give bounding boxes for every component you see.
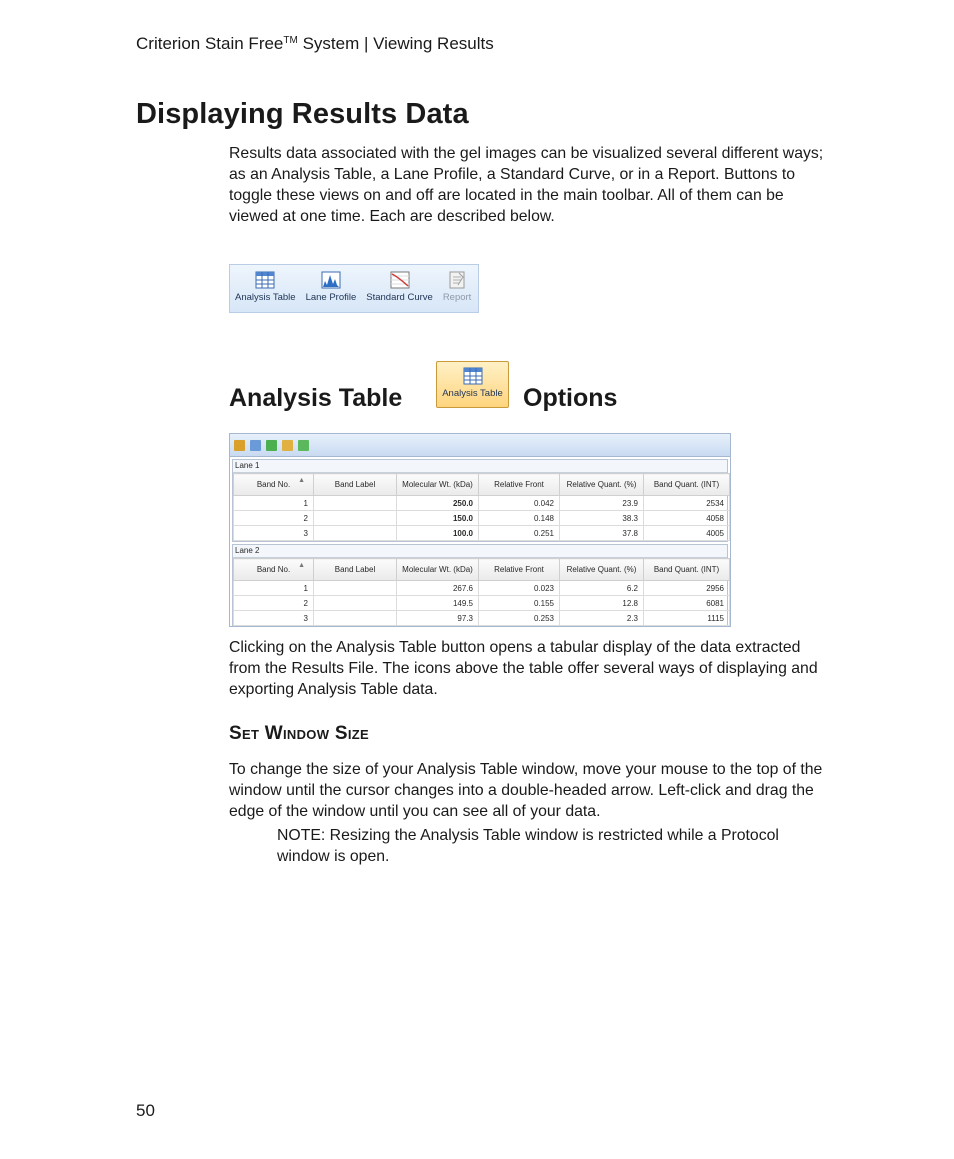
report-button[interactable] — [438, 271, 477, 303]
table-cell: 1 — [234, 581, 314, 596]
table-row[interactable] — [234, 596, 730, 611]
column-header-label: Relative Front — [494, 565, 544, 574]
select-icon[interactable] — [250, 440, 261, 451]
table-cell — [314, 496, 397, 511]
copy-icon[interactable] — [234, 440, 245, 451]
table-cell: 38.3 — [560, 511, 644, 526]
column-header-label: Band Label — [334, 565, 376, 574]
column-header-label: Relative Quant. (%) — [566, 480, 637, 489]
column-header[interactable] — [479, 474, 560, 496]
table-row[interactable] — [234, 611, 730, 626]
section-heading-part1: Analysis Table — [229, 384, 403, 412]
intro-paragraph: Results data associated with the gel images can be visualized several different ways; as an Analysis Table, a Lane Profile, a Standard Curve, or in a Report. Buttons to toggle these views on and off are located in the main toolbar. All of them can be viewed at one time. Each are described below. — [229, 145, 824, 225]
table-cell: 3 — [234, 526, 314, 541]
table-cell: 0.155 — [479, 596, 560, 611]
table-cell: 150.0 — [397, 511, 479, 526]
export-icon[interactable] — [266, 440, 277, 451]
column-header-label: Relative Quant. (%) — [566, 565, 637, 574]
table-cell — [314, 626, 397, 628]
column-header-label: Band No. — [256, 480, 291, 489]
table-cell: 6081 — [644, 596, 730, 611]
table-cell — [314, 596, 397, 611]
table-cell: 149.5 — [397, 596, 479, 611]
table-icon — [255, 271, 275, 289]
results-toolbar — [229, 264, 479, 313]
table-cell — [560, 626, 644, 628]
note: NOTE: Resizing the Analysis Table window is restricted while a Protocol window is open. — [277, 827, 779, 865]
column-header[interactable] — [397, 559, 479, 581]
column-header[interactable] — [560, 474, 644, 496]
inline-button-label: Analysis Table — [442, 388, 503, 399]
report-icon — [447, 271, 467, 289]
column-header-label: Relative Front — [494, 480, 544, 489]
column-header-label: Band No. — [256, 565, 291, 574]
lanes-container — [230, 459, 730, 627]
column-header-label: Molecular Wt. (kDa) — [402, 480, 473, 489]
lane-title: Lane 2 — [233, 545, 727, 558]
table-cell — [314, 581, 397, 596]
column-header[interactable] — [397, 474, 479, 496]
spreadsheet-icon[interactable] — [298, 440, 309, 451]
table-description: Clicking on the Analysis Table button opens a tabular display of the data extracted from the Results File. The icons above the table offer several ways of displaying and exporting Analysis Table data. — [229, 639, 818, 698]
header-section: System | Viewing Results — [297, 34, 494, 53]
table-cell: 0.023 — [479, 581, 560, 596]
column-header[interactable] — [234, 559, 314, 581]
trademark-mark: TM — [283, 35, 298, 46]
lane-title: Lane 1 — [233, 460, 727, 473]
table-cell — [234, 626, 314, 628]
table-cell: 1115 — [644, 611, 730, 626]
lane-profile-button[interactable] — [301, 271, 362, 303]
sort-arrow-icon: ▲ — [298, 477, 305, 484]
table-cell — [314, 511, 397, 526]
table-toolbar — [230, 434, 730, 457]
page-number: 50 — [136, 1101, 155, 1120]
table-cell: 2.3 — [560, 611, 644, 626]
table-cell: 3 — [234, 611, 314, 626]
open-folder-icon[interactable] — [282, 440, 293, 451]
table-cell: 2534 — [644, 496, 730, 511]
running-header — [136, 34, 494, 54]
table-cell: 12.8 — [560, 596, 644, 611]
window-size-paragraph: To change the size of your Analysis Table window, move your mouse to the top of the window until the cursor changes into a double-headed arrow. Left-click and drag the edge of the window until you can see all of your data. — [229, 761, 823, 820]
header-text: Criterion Stain Free — [136, 34, 284, 53]
table-row[interactable] — [234, 626, 730, 628]
lane-profile-button-label: Lane Profile — [305, 292, 357, 303]
table-cell: 0.251 — [479, 526, 560, 541]
column-header[interactable] — [479, 559, 560, 581]
table-cell: 2 — [234, 596, 314, 611]
table-cell — [314, 611, 397, 626]
analysis-table-window — [229, 433, 731, 627]
table-row[interactable] — [234, 496, 730, 511]
table-cell: 23.9 — [560, 496, 644, 511]
page-title: Displaying Results Data — [136, 98, 469, 130]
report-button-label: Report — [442, 292, 472, 303]
column-header[interactable] — [314, 474, 397, 496]
table-cell: 0.253 — [479, 611, 560, 626]
standard-curve-button[interactable] — [361, 271, 438, 303]
column-header-label: Band Quant. (INT) — [653, 565, 720, 574]
section-heading-part2: Options — [523, 384, 618, 412]
table-cell: 97.3 — [397, 611, 479, 626]
table-cell: 267.6 — [397, 581, 479, 596]
table-cell: 4005 — [644, 526, 730, 541]
lane-profile-icon — [321, 271, 341, 289]
table-row[interactable] — [234, 581, 730, 596]
lane-table — [233, 473, 730, 541]
column-header-label: Band Quant. (INT) — [653, 480, 720, 489]
analysis-table-button-label: Analysis Table — [235, 292, 296, 303]
table-cell — [479, 626, 560, 628]
table-cell: 37.8 — [560, 526, 644, 541]
column-header-label: Band Label — [334, 480, 376, 489]
table-cell: 1 — [234, 496, 314, 511]
lane-block — [232, 544, 728, 627]
table-cell: 6.2 — [560, 581, 644, 596]
table-row[interactable] — [234, 511, 730, 526]
column-header[interactable] — [644, 559, 730, 581]
table-cell: 2956 — [644, 581, 730, 596]
table-cell: 0.042 — [479, 496, 560, 511]
table-cell: 4058 — [644, 511, 730, 526]
table-icon — [463, 367, 483, 385]
table-cell: 0.148 — [479, 511, 560, 526]
lane-table — [233, 558, 730, 627]
table-cell — [397, 626, 479, 628]
sort-arrow-icon: ▲ — [298, 562, 305, 569]
column-header[interactable] — [644, 474, 730, 496]
analysis-table-button-highlighted — [436, 361, 509, 408]
table-cell — [644, 626, 730, 628]
table-cell: 100.0 — [397, 526, 479, 541]
column-header-label: Molecular Wt. (kDa) — [402, 565, 473, 574]
table-row[interactable] — [234, 526, 730, 541]
standard-curve-button-label: Standard Curve — [366, 292, 433, 303]
table-cell — [314, 526, 397, 541]
column-header[interactable] — [560, 559, 644, 581]
analysis-table-button[interactable] — [230, 271, 301, 303]
subheading: Set Window Size — [229, 723, 369, 744]
column-header[interactable] — [314, 559, 397, 581]
column-header[interactable] — [234, 474, 314, 496]
standard-curve-icon — [390, 271, 410, 289]
table-cell: 2 — [234, 511, 314, 526]
lane-block — [232, 459, 728, 542]
table-cell: 250.0 — [397, 496, 479, 511]
